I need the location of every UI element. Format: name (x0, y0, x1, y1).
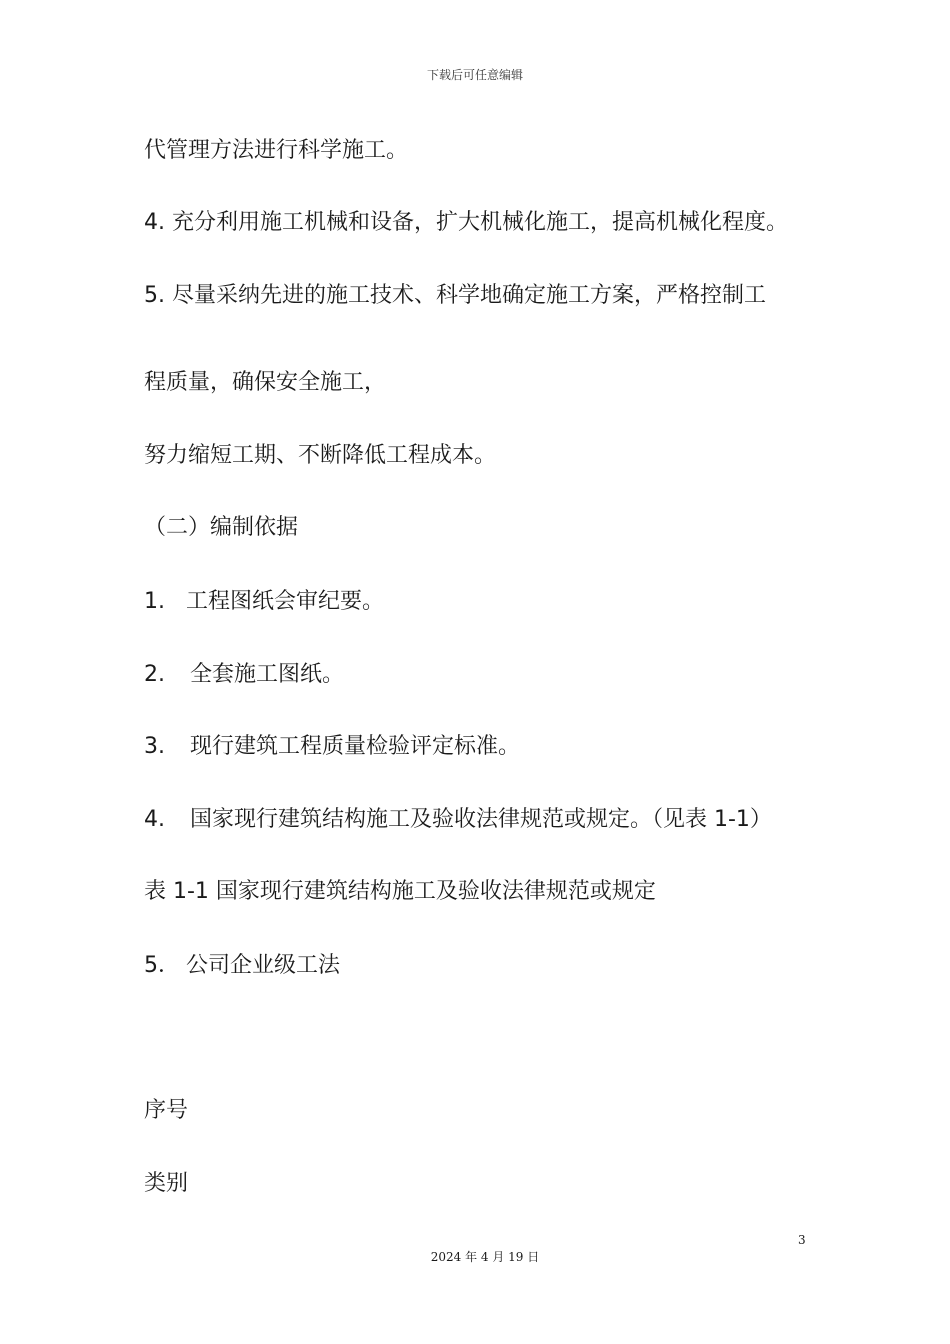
page-header: 下载后可任意编辑 (426, 68, 523, 82)
list-item-text: 全套施工图纸。 (190, 662, 345, 687)
footer-date: 2024 年 4 月 19 日 (430, 1250, 540, 1264)
list-item (144, 660, 344, 690)
list-item-text: 工程图纸会审纪要。 (186, 589, 385, 614)
list-item-text: 现行建筑工程质量检验评定标准。 (190, 734, 521, 759)
list-item-text: 国家现行建筑结构施工及验收法律规范或规定。（见表 1-1） (190, 807, 772, 832)
list-item (144, 951, 340, 981)
list-item (144, 587, 384, 617)
list-item-number: 3. (144, 734, 165, 759)
section-heading: （二）编制依据 (144, 515, 299, 540)
body-line-1: 代管理方法进行科学施工。 (144, 138, 409, 163)
table-header-index: 序号 (144, 1098, 189, 1123)
page-number: 3 (798, 1233, 806, 1247)
list-item-number: 2. (144, 662, 165, 687)
list-item-number: 4. (144, 807, 165, 832)
list-item-number: 5． (144, 953, 180, 978)
body-line-3: 5. 尽量采纳先进的施工技术、科学地确定施工方案，严格控制工 (144, 283, 766, 308)
table-caption: 表 1-1 国家现行建筑结构施工及验收法律规范或规定 (144, 879, 656, 904)
list-item (144, 805, 772, 835)
body-line-2: 4. 充分利用施工机械和设备，扩大机械化施工，提高机械化程度。 (144, 210, 788, 235)
table-header-category: 类别 (144, 1171, 189, 1196)
body-line-5: 努力缩短工期、不断降低工程成本。 (144, 443, 497, 468)
list-item (144, 732, 520, 762)
list-item-text: 公司企业级工法 (186, 953, 341, 978)
body-line-4: 程质量，确保安全施工， (144, 370, 387, 395)
list-item-number: 1. (144, 589, 165, 614)
